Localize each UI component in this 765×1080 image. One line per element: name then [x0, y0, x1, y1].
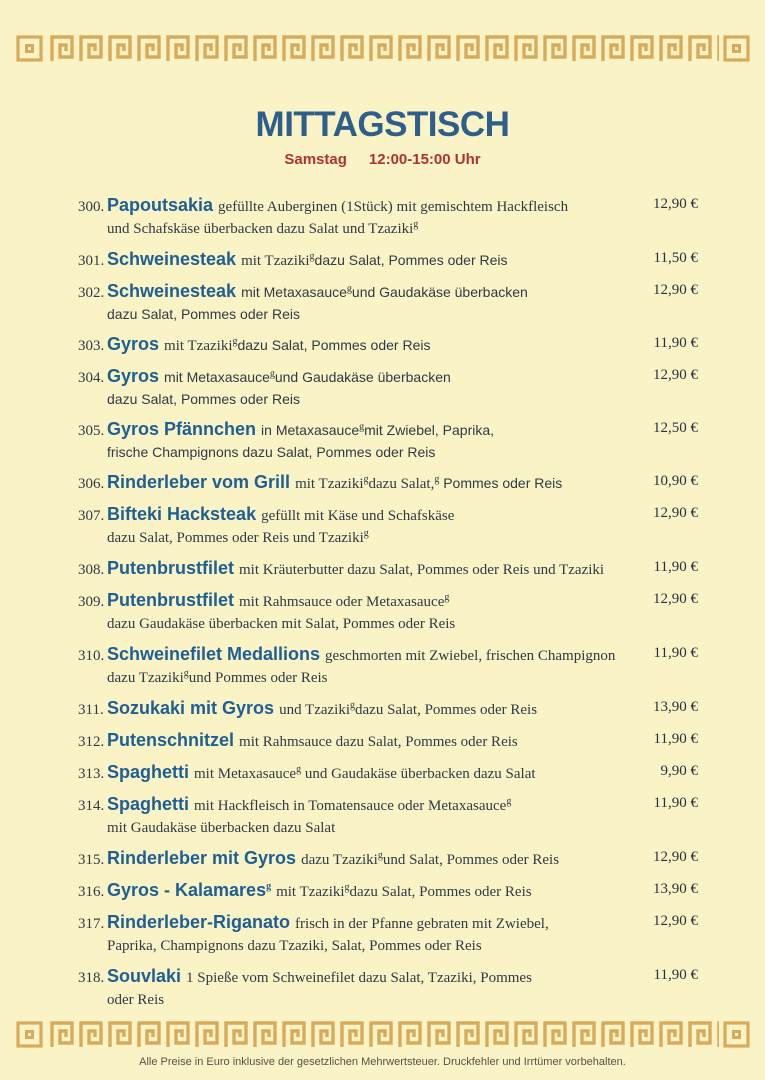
item-description: dazu Salat, Pommes oder Reis	[237, 336, 431, 353]
item-description: gefüllt mit Käse und Schafskäse	[261, 507, 455, 524]
menu-item-line	[78, 471, 642, 495]
item-number: 317.	[78, 915, 105, 932]
item-name: Rinderleber-Riganato	[107, 911, 291, 932]
item-name: Putenbrustfilet	[107, 557, 235, 578]
menu-item-line	[107, 667, 642, 689]
item-number: 318.	[78, 969, 105, 986]
allergen-superscript: g	[296, 763, 302, 775]
item-description: dazu Salat, Pommes oder Reis	[314, 251, 508, 268]
menu-item-line	[78, 333, 642, 357]
item-name: Schweinefilet Medallions	[107, 643, 321, 664]
allergen-superscript: g	[377, 849, 383, 861]
item-price: 12,90 €	[653, 504, 698, 521]
item-number: 312.	[78, 733, 105, 750]
item-price: 12,90 €	[653, 848, 698, 865]
menu-item-line	[78, 503, 642, 527]
item-price: 10,90 €	[653, 472, 698, 489]
subtitle-time: 12:00-15:00 Uhr	[368, 150, 481, 168]
menu-item-text	[78, 366, 698, 410]
menu-item-text	[78, 762, 698, 785]
item-description: frisch in der Pfanne gebraten mit Zwiebel,	[295, 915, 549, 932]
bottom-section	[0, 1019, 765, 1080]
item-description: mit Tzaziki$^g$dazu Salat, Pommes oder Reis	[276, 881, 532, 900]
item-number: 314.	[78, 797, 105, 814]
item-name: Schweinesteak	[107, 280, 237, 301]
menu-item-line	[78, 557, 642, 581]
menu-item-text	[78, 472, 698, 495]
page-title: MITTAGSTISCH	[255, 105, 510, 144]
menu-item	[78, 281, 698, 325]
item-number: 313.	[78, 765, 105, 782]
item-price: 11,90 €	[653, 334, 698, 351]
item-number: 302.	[78, 284, 105, 301]
allergen-superscript: g	[350, 699, 356, 711]
item-name: Rinderleber mit Gyros	[107, 847, 297, 868]
menu-item-line	[107, 989, 642, 1011]
menu-item-text	[78, 334, 698, 357]
item-name: Sozukaki mit Gyros	[107, 697, 275, 718]
item-price: 12,50 €	[653, 419, 698, 436]
item-price: 12,90 €	[653, 195, 698, 212]
allergen-superscript: g	[506, 795, 512, 807]
item-description: mit Rahmsauce oder Metaxasauce$^g$	[239, 591, 450, 610]
menu-item-line	[78, 729, 642, 753]
allergen-superscript: g	[344, 881, 350, 893]
menu-item	[78, 644, 698, 689]
menu-item	[78, 794, 698, 839]
menu-item	[78, 880, 698, 903]
item-description: 1 Spieße vom Schweinefilet dazu Salat, Tzaziki, Pommes	[186, 969, 532, 986]
item-price: 12,90 €	[653, 281, 698, 298]
item-name: Schweinesteak	[107, 248, 237, 269]
menu-item-line	[78, 589, 642, 613]
menu-item-text	[78, 848, 698, 871]
item-number: 305.	[78, 422, 105, 439]
item-description: Paprika, Champignons dazu Tzaziki, Salat, Pommes oder Reis	[107, 937, 482, 954]
menu-list	[78, 195, 698, 1011]
allergen-superscript: g	[232, 335, 238, 347]
item-description: gefüllte Auberginen (1Stück) mit gemischtem Hackfleisch	[218, 198, 569, 215]
item-name: Putenbrustfilet	[107, 589, 235, 610]
menu-item-text	[78, 590, 698, 635]
item-price: 13,90 €	[653, 698, 698, 715]
item-description: Pommes oder Reis	[439, 474, 563, 491]
menu-item-text	[78, 249, 698, 272]
item-number: 307.	[78, 507, 105, 524]
menu-item-line	[78, 697, 642, 721]
item-description: mit Rahmsauce dazu Salat, Pommes oder Reis	[239, 733, 518, 750]
subtitle-day: Samstag	[284, 150, 347, 168]
item-number: 310.	[78, 647, 105, 664]
menu-item-text	[78, 644, 698, 689]
menu-item-text	[78, 794, 698, 839]
menu-item-line	[107, 304, 642, 325]
item-description: geschmorten mit Zwiebel, frischen Champignon	[325, 647, 616, 664]
menu-item	[78, 366, 698, 410]
item-price: 11,90 €	[653, 644, 698, 661]
menu-item	[78, 762, 698, 785]
allergen-superscript: g	[269, 368, 275, 380]
menu-item-text	[78, 730, 698, 753]
menu-item	[78, 504, 698, 549]
menu-item	[78, 590, 698, 635]
item-number: 301.	[78, 252, 105, 269]
item-description: mit Kräuterbutter dazu Salat, Pommes oder Reis und Tzaziki	[239, 561, 605, 578]
allergen-superscript: g	[359, 421, 365, 433]
footer-note: Alle Preise in Euro inklusive der gesetzlichen Mehrwertsteuer. Druckfehler und Irrtümer vorbehalten.	[139, 1056, 626, 1068]
allergen-superscript: g	[434, 473, 440, 485]
menu-item-text	[78, 912, 698, 957]
item-description: mit Metaxasauce$^g$und Gaudakäse überbacken	[241, 283, 528, 300]
menu-item-line	[78, 793, 642, 817]
item-number: 315.	[78, 851, 105, 868]
item-description: mit Metaxasauce$^g$und Gaudakäse überbacken	[164, 368, 451, 385]
menu-item-line	[78, 965, 642, 989]
menu-item-line	[78, 280, 642, 304]
item-description: mit Hackfleisch in Tomatensauce oder Metaxasauce$^g$	[194, 795, 512, 814]
menu-item	[78, 334, 698, 357]
menu-item-text	[78, 504, 698, 549]
menu-item-line	[107, 442, 642, 463]
menu-item	[78, 848, 698, 871]
menu-item	[78, 698, 698, 721]
menu-item-line	[78, 911, 642, 935]
item-description: frische Champignons dazu Salat, Pommes oder Reis	[107, 443, 436, 460]
item-price: 11,90 €	[653, 558, 698, 575]
menu-item-line	[78, 418, 642, 442]
item-description: mit Metaxasauce$^g$ und Gaudakäse überbacken dazu Salat	[194, 763, 536, 782]
item-description: in Metaxasauce$^g$mit Zwiebel, Paprika,	[261, 421, 495, 438]
item-name: Spaghetti	[107, 761, 190, 782]
item-description: mit Gaudakäse überbacken dazu Salat	[107, 819, 336, 836]
item-price: 11,90 €	[653, 794, 698, 811]
item-price: 12,90 €	[653, 590, 698, 607]
menu-item	[78, 966, 698, 1011]
menu-item-line	[78, 761, 642, 785]
greek-meander-border-bottom	[15, 1019, 750, 1049]
menu-item	[78, 249, 698, 272]
item-name: Putenschnitzel	[107, 729, 235, 750]
item-number: 311.	[78, 701, 104, 718]
item-number: 308.	[78, 561, 105, 578]
menu-item	[78, 912, 698, 957]
menu-item-text	[78, 698, 698, 721]
allergen-superscript: g	[183, 667, 189, 679]
item-description: und Tzaziki$^g$dazu Salat, Pommes oder Reis	[279, 699, 538, 718]
menu-item-line	[107, 817, 642, 839]
menu-item	[78, 558, 698, 581]
item-description: dazu Tzaziki$^g$und Salat, Pommes oder Reis	[301, 849, 560, 868]
item-number: 316.	[78, 883, 105, 900]
menu-item-text	[78, 195, 698, 240]
menu-item-text	[78, 419, 698, 463]
menu-item-line	[78, 879, 642, 903]
allergen-superscript: g	[346, 283, 352, 295]
item-number: 304.	[78, 369, 105, 386]
menu-item	[78, 419, 698, 463]
item-description: dazu Tzaziki$^g$und Pommes oder Reis	[107, 667, 328, 686]
menu-item-line	[78, 643, 642, 667]
item-name: Souvlaki	[107, 965, 182, 986]
item-price: 9,90 €	[660, 762, 698, 779]
menu-item-line	[107, 935, 642, 957]
allergen-superscript: g	[363, 527, 369, 539]
item-name: Gyros Pfännchen	[107, 418, 257, 439]
item-price: 11,90 €	[653, 966, 698, 983]
item-number: 306.	[78, 475, 105, 492]
menu-item-line	[107, 218, 642, 240]
menu-item-text	[78, 281, 698, 325]
menu-item-text	[78, 558, 698, 581]
item-description: mit Tzaziki$^g$	[164, 335, 238, 354]
item-name: Spaghetti	[107, 793, 190, 814]
menu-item-text	[78, 880, 698, 903]
item-description: dazu Salat, Pommes oder Reis	[107, 390, 300, 407]
item-description: mit Tzaziki$^g$dazu Salat,$^g$	[295, 473, 440, 492]
menu-item	[78, 730, 698, 753]
menu-item-line	[78, 248, 642, 272]
item-name: Gyros	[107, 333, 160, 354]
allergen-superscript: g	[309, 250, 315, 262]
item-name: Gyros - Kalamares$^g$	[107, 879, 272, 900]
item-name: Rinderleber vom Grill	[107, 471, 291, 492]
item-name: Papoutsakia	[107, 194, 214, 215]
menu-item-line	[78, 365, 642, 389]
item-price: 13,90 €	[653, 880, 698, 897]
allergen-superscript: g	[266, 880, 272, 892]
item-description: dazu Salat, Pommes oder Reis	[107, 305, 300, 322]
item-number: 303.	[78, 337, 105, 354]
subtitle	[0, 151, 765, 168]
menu-item-line	[78, 847, 642, 871]
item-name: Gyros	[107, 365, 160, 386]
item-description: dazu Gaudakäse überbacken mit Salat, Pommes oder Reis	[107, 615, 456, 632]
item-name: Bifteki Hacksteak	[107, 503, 257, 524]
allergen-superscript: g	[413, 218, 419, 230]
menu-item-line	[107, 613, 642, 635]
item-price: 12,90 €	[653, 366, 698, 383]
greek-meander-pattern-bottom	[15, 1019, 750, 1049]
item-number: 309.	[78, 593, 105, 610]
menu-item-line	[107, 389, 642, 410]
menu-item	[78, 195, 698, 240]
item-description: und Schafskäse überbacken dazu Salat und Tzaziki$^g$	[107, 218, 419, 237]
header	[0, 107, 765, 168]
greek-meander-border-top	[15, 33, 750, 63]
menu-item	[78, 472, 698, 495]
item-description: dazu Salat, Pommes oder Reis und Tzaziki$^g$	[107, 527, 369, 546]
item-description: oder Reis	[107, 991, 165, 1008]
greek-meander-pattern-top	[15, 33, 750, 63]
item-price: 11,90 €	[653, 730, 698, 747]
item-description: mit Tzaziki$^g$	[241, 250, 315, 269]
item-price: 11,50 €	[653, 249, 698, 266]
allergen-superscript: g	[444, 591, 450, 603]
item-price: 12,90 €	[653, 912, 698, 929]
menu-item-line	[107, 527, 642, 549]
menu-item-line	[78, 194, 642, 218]
allergen-superscript: g	[363, 473, 369, 485]
menu-item-text	[78, 966, 698, 1011]
item-number: 300.	[78, 198, 105, 215]
